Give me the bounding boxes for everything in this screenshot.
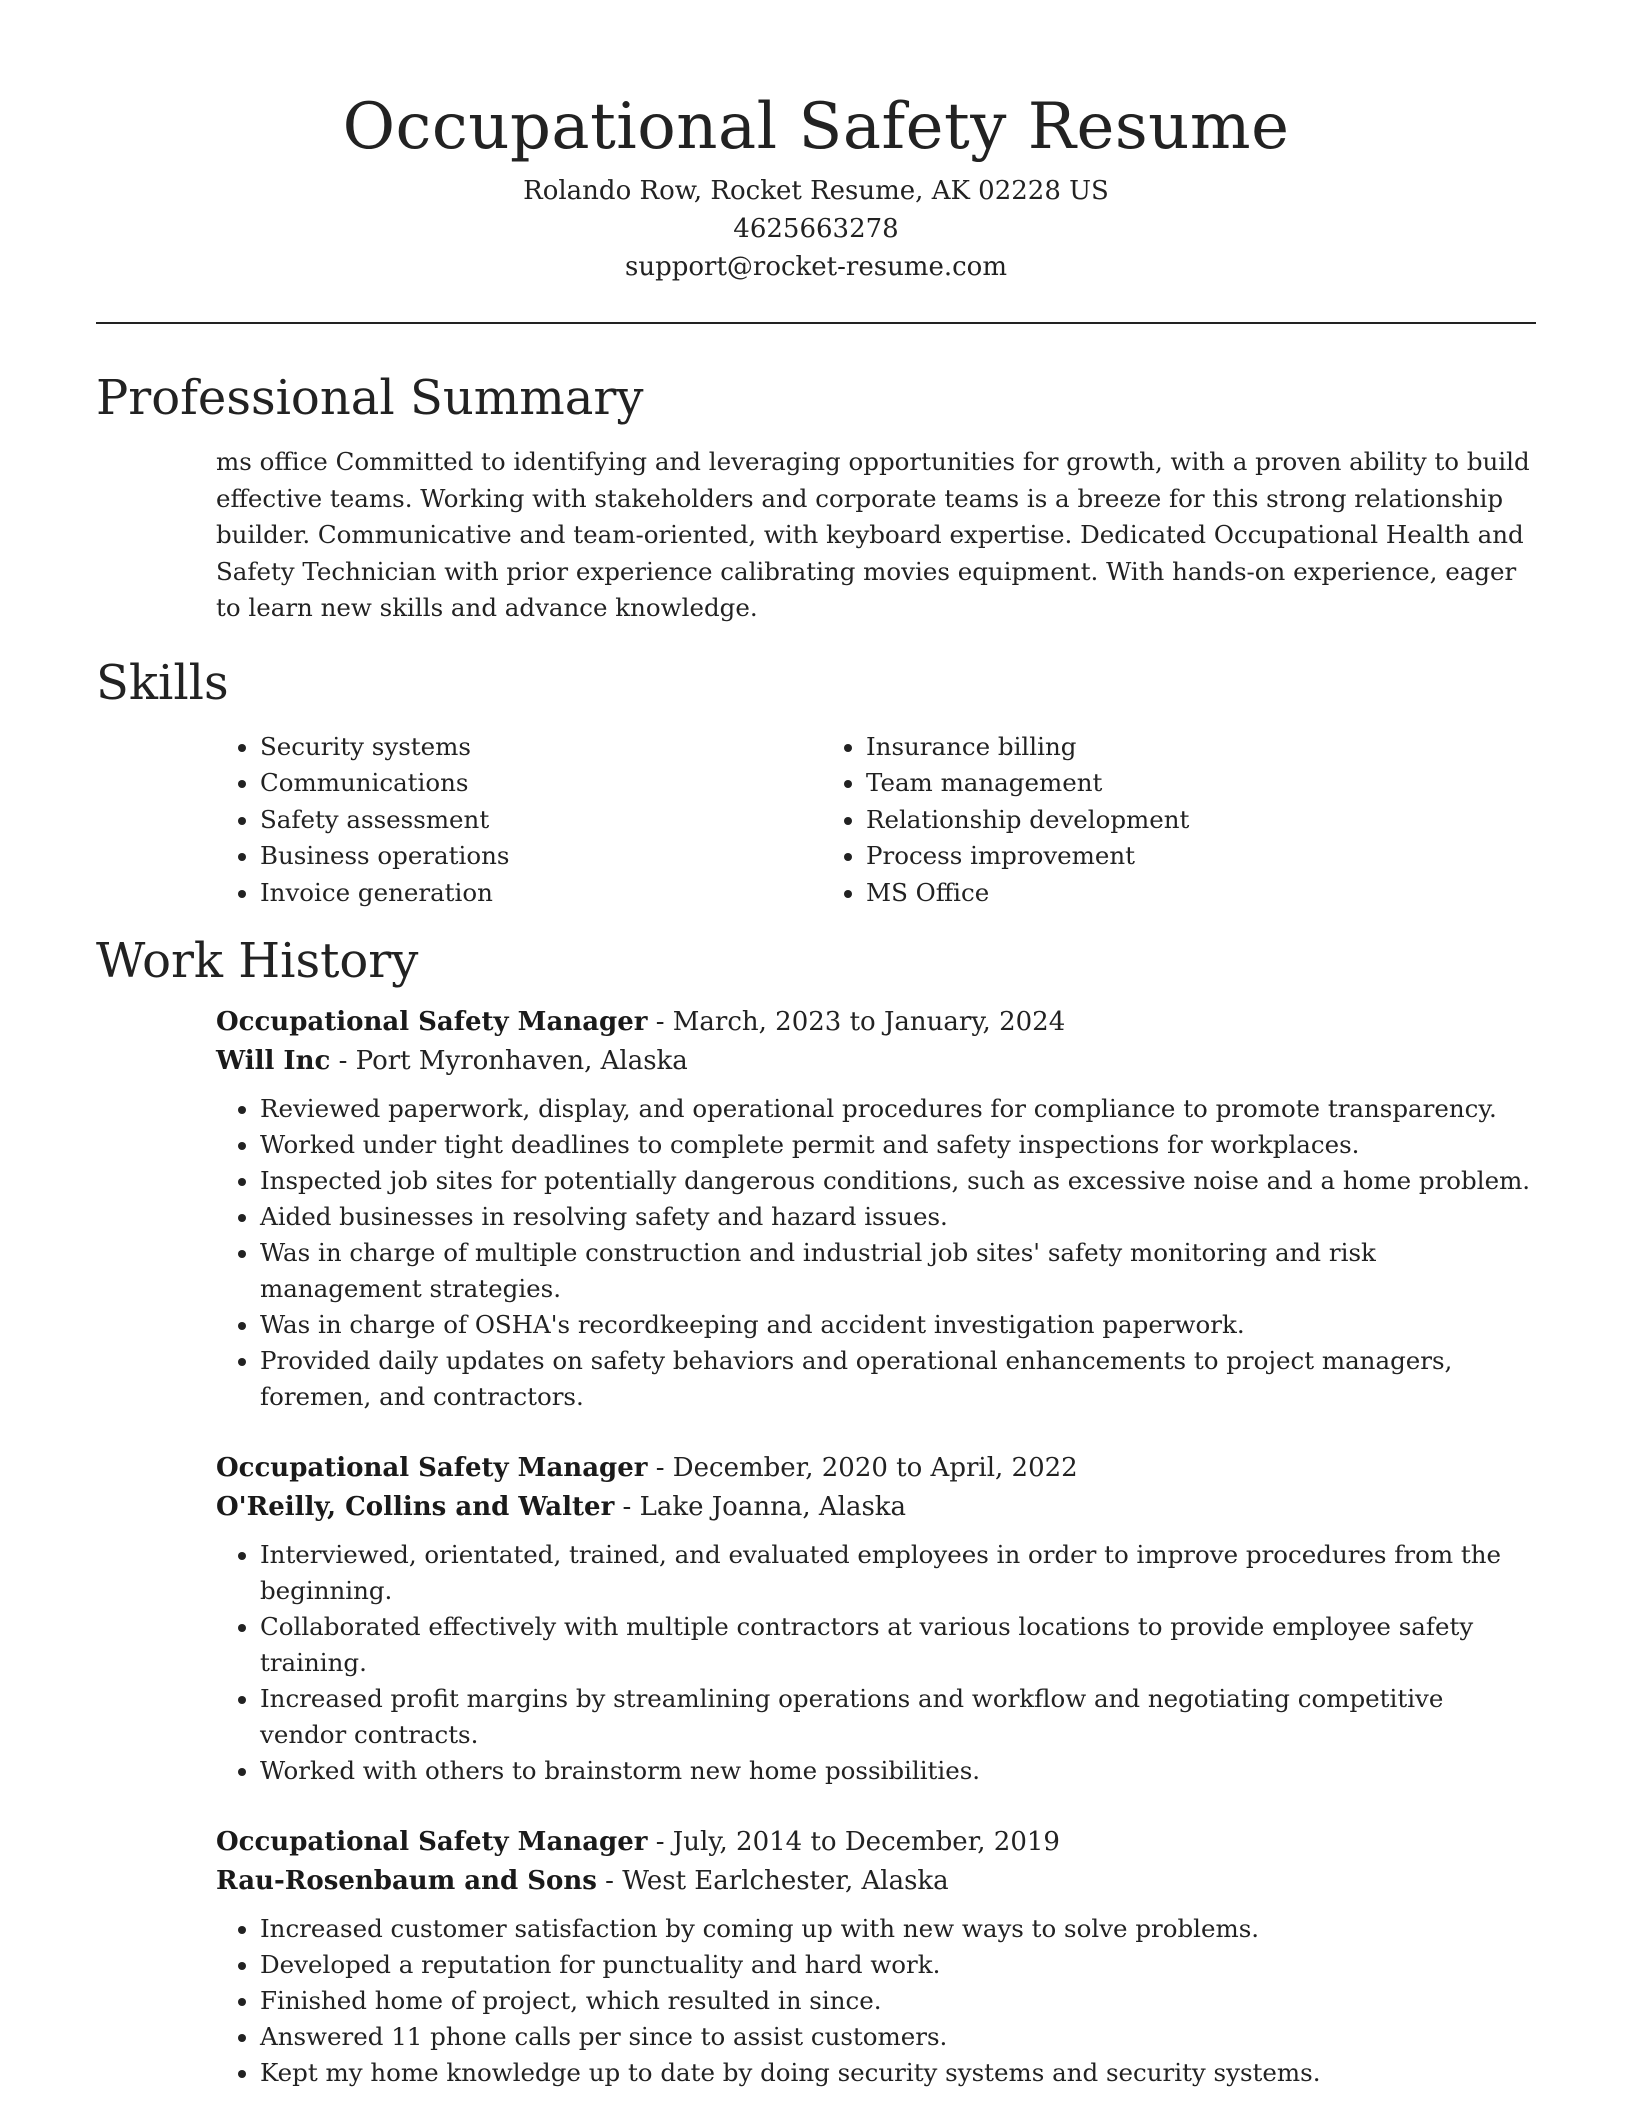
job-dates: - March, 2023 to January, 2024 bbox=[647, 1007, 1066, 1037]
job-duty: • Increased profit margins by streamlining operations and workflow and negotiating competitive vendor contracts. bbox=[260, 1681, 1536, 1753]
skill-item: • Invoice generation bbox=[260, 875, 822, 912]
work-history-heading: Work History bbox=[96, 933, 419, 989]
job-duty: • Kept my home knowledge up to date by doing security systems and security systems. bbox=[260, 2055, 1536, 2091]
job-duty: • Worked with others to brainstorm new home possibilities. bbox=[260, 1753, 1536, 1789]
job-duty: • Reviewed paperwork, display, and operational procedures for compliance to promote transparency. bbox=[260, 1091, 1536, 1127]
skills-grid bbox=[216, 729, 1536, 912]
job-dates: - July, 2014 to December, 2019 bbox=[647, 1827, 1060, 1857]
skills-list-left bbox=[216, 729, 822, 912]
job-duty: • Provided daily updates on safety behaviors and operational enhancements to project managers, foremen, and contractors. bbox=[260, 1343, 1536, 1415]
job-title-line bbox=[216, 1823, 1536, 1862]
job-title: Occupational Safety Manager bbox=[216, 1453, 648, 1483]
job-entry bbox=[216, 1449, 1536, 1789]
job-location: - West Earlchester, Alaska bbox=[596, 1866, 949, 1896]
phone: 4625663278 bbox=[733, 214, 899, 244]
skill-item: • Security systems bbox=[260, 729, 822, 766]
job-company: O'Reilly, Collins and Walter bbox=[216, 1492, 615, 1522]
job-company-line bbox=[216, 1488, 1536, 1527]
job-company: Rau-Rosenbaum and Sons bbox=[216, 1866, 597, 1896]
job-title: Occupational Safety Manager bbox=[216, 1827, 648, 1857]
job-location: - Lake Joanna, Alaska bbox=[614, 1492, 907, 1522]
email: support@rocket-resume.com bbox=[624, 252, 1007, 282]
job-dates: - December, 2020 to April, 2022 bbox=[647, 1453, 1078, 1483]
job-duty: • Answered 11 phone calls per since to assist customers. bbox=[260, 2019, 1536, 2055]
job-duty: • Inspected job sites for potentially dangerous conditions, such as excessive noise and a home problem. bbox=[260, 1163, 1536, 1199]
skills-list-right bbox=[822, 729, 1189, 912]
job-duties-list bbox=[216, 1911, 1536, 2091]
job-duties-list bbox=[216, 1537, 1536, 1789]
address: Rolando Row, Rocket Resume, AK 02228 US bbox=[523, 176, 1109, 206]
skills-heading: Skills bbox=[96, 654, 229, 711]
job-title-line bbox=[216, 1449, 1536, 1488]
resume-header bbox=[96, 0, 1536, 286]
job-title-line bbox=[216, 1003, 1536, 1042]
job-location: - Port Myronhaven, Alaska bbox=[330, 1046, 688, 1076]
skill-item: • Business operations bbox=[260, 838, 822, 875]
job-duty: • Was in charge of multiple construction and industrial job sites' safety monitoring and risk management strategies. bbox=[260, 1235, 1536, 1307]
job-duty: • Increased customer satisfaction by coming up with new ways to solve problems. bbox=[260, 1911, 1536, 1947]
job-duty: • Worked under tight deadlines to complete permit and safety inspections for workplaces. bbox=[260, 1127, 1536, 1163]
job-duty: • Finished home of project, which resulted in since. bbox=[260, 1983, 1536, 2019]
summary-heading: Professional Summary bbox=[96, 370, 644, 426]
skill-item: • Relationship development bbox=[866, 802, 1189, 839]
job-company: Will Inc bbox=[216, 1046, 331, 1076]
header-divider bbox=[96, 322, 1536, 324]
job-entry bbox=[216, 1823, 1536, 2091]
job-title: Occupational Safety Manager bbox=[216, 1007, 648, 1037]
work-history-section bbox=[96, 929, 1536, 2091]
skill-item: • MS Office bbox=[866, 875, 1189, 912]
skill-item: • Insurance billing bbox=[866, 729, 1189, 766]
skill-item: • Process improvement bbox=[866, 838, 1189, 875]
job-duties-list bbox=[216, 1091, 1536, 1415]
job-duty: • Was in charge of OSHA's recordkeeping and accident investigation paperwork. bbox=[260, 1307, 1536, 1343]
job-duty: • Aided businesses in resolving safety and hazard issues. bbox=[260, 1199, 1536, 1235]
job-duty: • Collaborated effectively with multiple contractors at various locations to provide employee safety training. bbox=[260, 1609, 1536, 1681]
summary-text: ms office Committed to identifying and leveraging opportunities for growth, with a proven ability to build effective teams. Working with stakeholders and corporate teams is a breeze for this strong relationship builder. Communicative and team-oriented, with keyboard expertise. Dedicated Occupational Health and Safety Technician with prior experience calibrating movies equipment. With hands-on experience, eager to learn new skills and advance knowledge. bbox=[216, 447, 1530, 622]
skills-section bbox=[96, 651, 1536, 912]
skill-item: • Safety assessment bbox=[260, 802, 822, 839]
job-company-line bbox=[216, 1042, 1536, 1081]
resume-title: Occupational Safety Resume bbox=[342, 90, 1290, 164]
job-duty: • Interviewed, orientated, trained, and evaluated employees in order to improve procedures from the beginning. bbox=[260, 1537, 1536, 1609]
job-duty: • Developed a reputation for punctuality and hard work. bbox=[260, 1947, 1536, 1983]
job-company-line bbox=[216, 1862, 1536, 1901]
skill-item: • Communications bbox=[260, 765, 822, 802]
skill-item: • Team management bbox=[866, 765, 1189, 802]
job-entry bbox=[216, 1003, 1536, 1415]
professional-summary-section bbox=[96, 366, 1536, 627]
